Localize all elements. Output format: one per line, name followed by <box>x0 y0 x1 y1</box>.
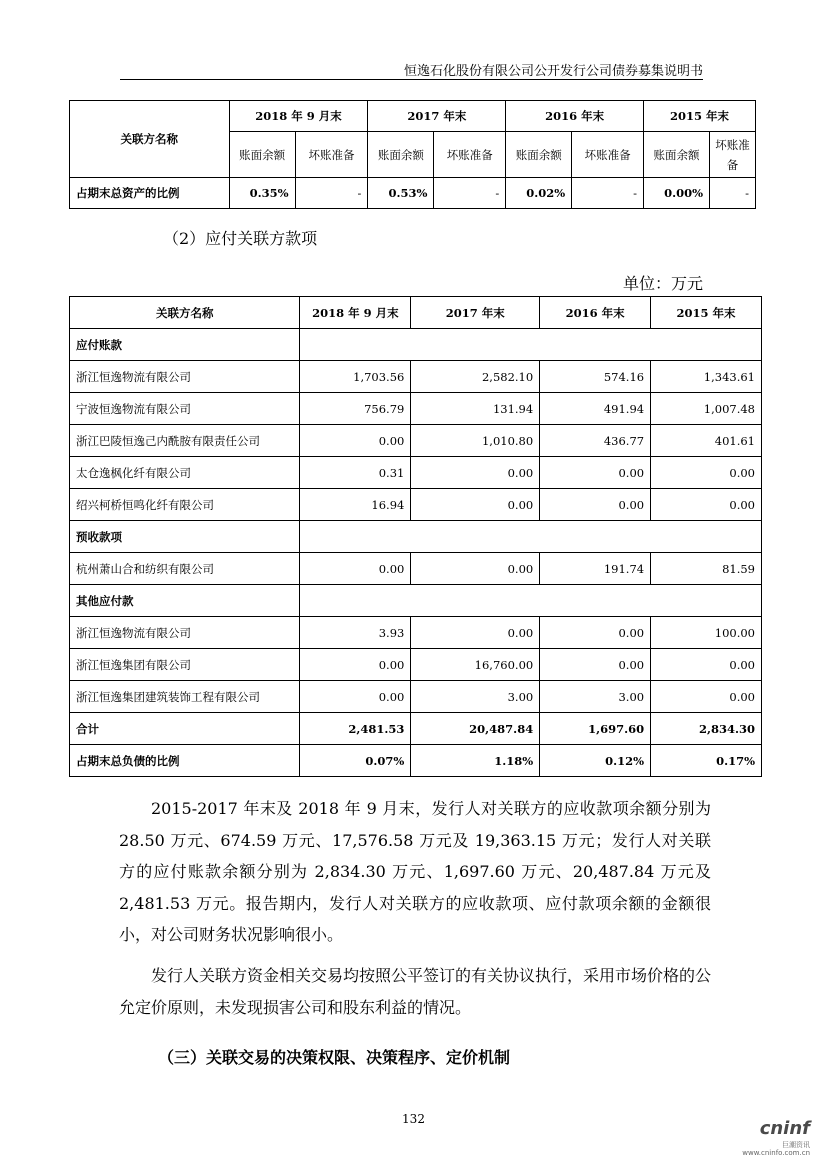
table1-sub-header: 坏账准备 <box>710 132 756 178</box>
amount-cell: 0.00 <box>411 617 540 649</box>
related-party-name: 浙江恒逸集团建筑装饰工程有限公司 <box>70 681 300 713</box>
amount-cell: 81.59 <box>651 553 762 585</box>
amount-cell: 1,703.56 <box>300 361 411 393</box>
logo-subtext: 巨潮资讯 <box>782 1141 810 1149</box>
column-header: 2015 年末 <box>651 297 762 329</box>
total-label: 合计 <box>70 713 300 745</box>
logo-url: www.cninfo.com.cn <box>742 1149 810 1157</box>
table1-sub-header: 坏账准备 <box>434 132 506 178</box>
amount-cell: 1,343.61 <box>651 361 762 393</box>
related-party-name: 太仓逸枫化纤有限公司 <box>70 457 300 489</box>
amount-cell: 436.77 <box>540 425 651 457</box>
table1-cell: - <box>295 178 368 209</box>
amount-cell: 0.00 <box>651 489 762 521</box>
table-row <box>70 425 762 457</box>
amount-cell: 0.00 <box>651 457 762 489</box>
amount-cell: 100.00 <box>651 617 762 649</box>
total-row <box>70 713 762 745</box>
logo-text: cninf <box>759 1118 810 1139</box>
related-party-name: 浙江恒逸物流有限公司 <box>70 617 300 649</box>
amount-cell: 756.79 <box>300 393 411 425</box>
table1-sub-header: 账面余额 <box>229 132 295 178</box>
receivables-ratio-table <box>69 100 756 209</box>
table1-row-label: 占期末总资产的比例 <box>70 178 230 209</box>
amount-cell: 574.16 <box>540 361 651 393</box>
table-row <box>70 553 762 585</box>
amount-cell: 0.00 <box>540 457 651 489</box>
paragraph: 2015-2017 年末及 2018 年 9 月末，发行人对关联方的应收款项余额分别为 28.50 万元、674.59 万元、17,576.58 万元及 19,363.15 万元；发行人对关联方的应付账款余额分别为 2,834.30 万元、1,697.60 万元、20,487.84 万元及 2,481.53 万元。报告期内，发行人对关联方的应收款项、应付款项余额的金额很小，对公司财务状况影响很小。 <box>119 799 711 944</box>
table-row <box>70 489 762 521</box>
amount-cell: 16.94 <box>300 489 411 521</box>
table-row <box>70 393 762 425</box>
amount-cell: 2,481.53 <box>300 713 411 745</box>
page-number: 132 <box>402 1112 425 1126</box>
amount-cell: 1,007.48 <box>651 393 762 425</box>
table1-cell: - <box>710 178 756 209</box>
table1-name-header: 关联方名称 <box>70 101 230 178</box>
amount-cell: 131.94 <box>411 393 540 425</box>
amount-cell: 491.94 <box>540 393 651 425</box>
amount-cell: 16,760.00 <box>411 649 540 681</box>
section-title: 其他应付款 <box>70 585 300 617</box>
section-empty <box>300 521 762 553</box>
related-party-name: 绍兴柯桥恒鸣化纤有限公司 <box>70 489 300 521</box>
amount-cell: 0.00 <box>300 425 411 457</box>
ratio-row <box>70 745 762 777</box>
related-party-name: 浙江恒逸集团有限公司 <box>70 649 300 681</box>
table1-period-header: 2016 年末 <box>506 101 644 132</box>
amount-cell: 20,487.84 <box>411 713 540 745</box>
table1-sub-header: 账面余额 <box>644 132 710 178</box>
table-row <box>70 617 762 649</box>
column-header: 2017 年末 <box>411 297 540 329</box>
amount-cell: 0.00 <box>411 553 540 585</box>
section-row <box>70 521 762 553</box>
table1-cell: 0.35% <box>229 178 295 209</box>
section-subtitle: （2）应付关联方款项 <box>163 229 318 248</box>
amount-cell: 1,010.80 <box>411 425 540 457</box>
table1-cell: 0.53% <box>368 178 434 209</box>
amount-cell: 0.00 <box>300 649 411 681</box>
column-header: 2016 年末 <box>540 297 651 329</box>
amount-cell: 0.00 <box>540 649 651 681</box>
section-empty <box>300 585 762 617</box>
table-row <box>70 681 762 713</box>
amount-cell: 0.12% <box>540 745 651 777</box>
table1-cell: - <box>434 178 506 209</box>
related-party-name: 浙江恒逸物流有限公司 <box>70 361 300 393</box>
amount-cell: 191.74 <box>540 553 651 585</box>
cninfo-logo <box>740 1118 810 1158</box>
amount-cell: 2,582.10 <box>411 361 540 393</box>
amount-cell: 0.17% <box>651 745 762 777</box>
header-rule <box>120 79 703 80</box>
column-header: 关联方名称 <box>70 297 300 329</box>
amount-cell: 0.00 <box>651 681 762 713</box>
column-header: 2018 年 9 月末 <box>300 297 411 329</box>
table1-sub-header: 账面余额 <box>368 132 434 178</box>
amount-cell: 0.00 <box>300 681 411 713</box>
table1-sub-header: 坏账准备 <box>572 132 644 178</box>
section-row <box>70 329 762 361</box>
table1-cell: 0.00% <box>644 178 710 209</box>
amount-cell: 1,697.60 <box>540 713 651 745</box>
table-header-row <box>70 297 762 329</box>
payables-table <box>69 296 762 777</box>
table1-period-header: 2017 年末 <box>368 101 506 132</box>
amount-cell: 0.00 <box>651 649 762 681</box>
amount-cell: 401.61 <box>651 425 762 457</box>
section-heading: （三）关联交易的决策权限、决策程序、定价机制 <box>158 1048 511 1067</box>
amount-cell: 0.31 <box>300 457 411 489</box>
table1-sub-header: 坏账准备 <box>295 132 368 178</box>
amount-cell: 2,834.30 <box>651 713 762 745</box>
amount-cell: 3.00 <box>411 681 540 713</box>
table-row <box>70 457 762 489</box>
unit-label: 单位：万元 <box>623 274 704 293</box>
amount-cell: 0.00 <box>540 489 651 521</box>
amount-cell: 0.00 <box>540 617 651 649</box>
section-empty <box>300 329 762 361</box>
amount-cell: 0.00 <box>411 457 540 489</box>
document-header: 恒逸石化股份有限公司公开发行公司债券募集说明书 <box>403 64 703 79</box>
amount-cell: 3.93 <box>300 617 411 649</box>
related-party-name: 杭州萧山合和纺织有限公司 <box>70 553 300 585</box>
amount-cell: 1.18% <box>411 745 540 777</box>
related-party-name: 宁波恒逸物流有限公司 <box>70 393 300 425</box>
section-row <box>70 585 762 617</box>
section-title: 应付账款 <box>70 329 300 361</box>
paragraph: 发行人关联方资金相关交易均按照公平签订的有关协议执行，采用市场价格的公允定价原则，未发现损害公司和股东利益的情况。 <box>119 966 712 1017</box>
amount-cell: 0.00 <box>411 489 540 521</box>
related-party-name: 浙江巴陵恒逸己内酰胺有限责任公司 <box>70 425 300 457</box>
table1-period-header: 2018 年 9 月末 <box>229 101 368 132</box>
table1-period-header: 2015 年末 <box>644 101 756 132</box>
amount-cell: 0.07% <box>300 745 411 777</box>
table1-cell: 0.02% <box>506 178 572 209</box>
amount-cell: 3.00 <box>540 681 651 713</box>
amount-cell: 0.00 <box>300 553 411 585</box>
ratio-label: 占期末总负债的比例 <box>70 745 300 777</box>
section-title: 预收款项 <box>70 521 300 553</box>
table1-sub-header: 账面余额 <box>506 132 572 178</box>
table1-cell: - <box>572 178 644 209</box>
table-row <box>70 361 762 393</box>
table-row <box>70 649 762 681</box>
